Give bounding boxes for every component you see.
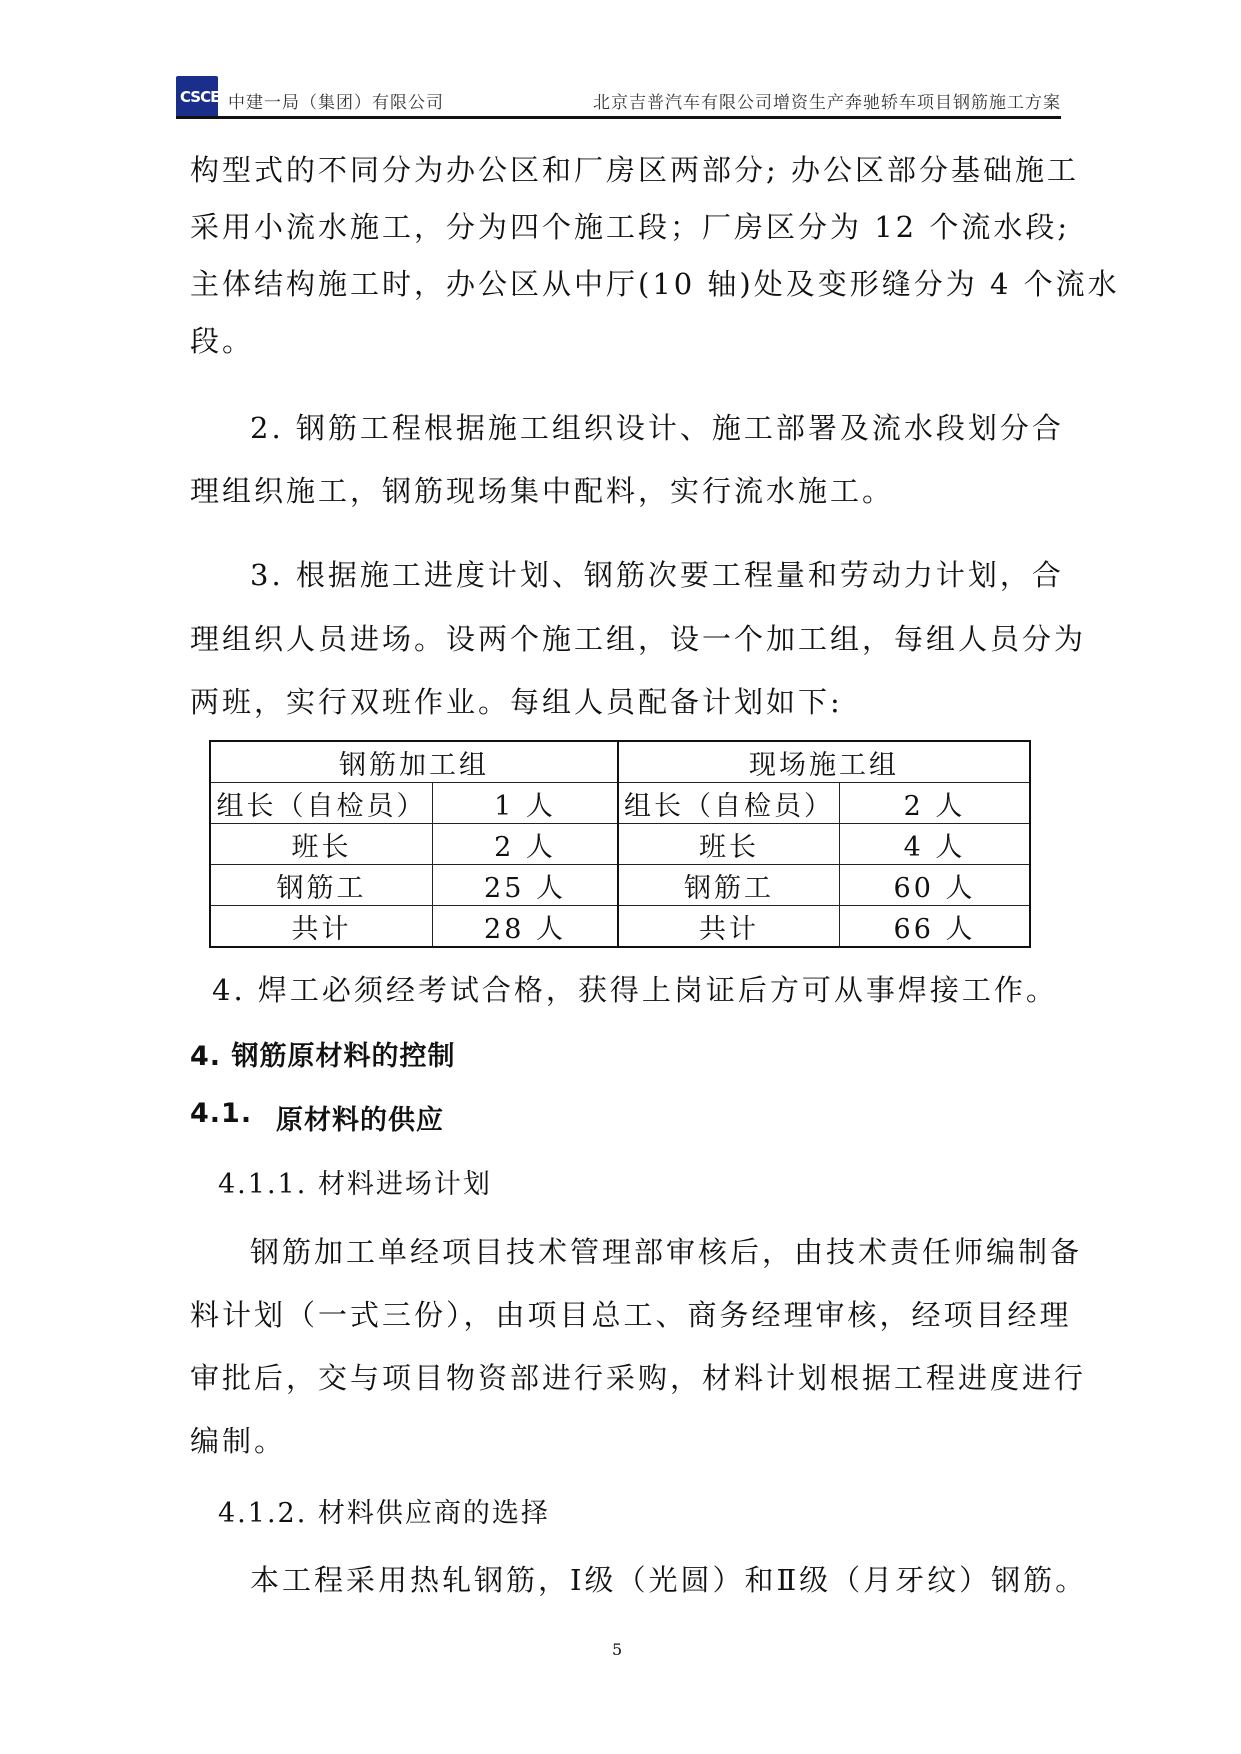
company-logo [176,76,230,118]
paragraph-line: 理组织人员进场。设两个施工组，设一个加工组，每组人员分为 [190,622,1087,656]
paragraph-line: 段。 [190,324,255,358]
paragraph-line: 本工程采用热轧钢筋，Ⅰ级（光圆）和Ⅱ级（月牙纹）钢筋。 [250,1563,1088,1597]
paragraph-line: 4. 焊工必须经考试合格，获得上岗证后方可从事焊接工作。 [212,973,1058,1007]
table-cell: 组长（自检员） [210,783,433,824]
table-row [210,824,1030,865]
company-name: 中建一局（集团）有限公司 [228,93,444,113]
table-header-cell: 现场施工组 [618,741,1030,783]
table-cell: 2 人 [433,824,619,865]
section-heading: 4. 钢筋原材料的控制 [190,1041,456,1072]
paragraph-line: 构型式的不同分为办公区和厂房区两部分; 办公区部分基础施工 [190,153,1079,187]
paragraph-line: 采用小流水施工，分为四个施工段；厂房区分为 12 个流水段; [190,210,1071,244]
paragraph-line: 3. 根据施工进度计划、钢筋次要工程量和劳动力计划，合 [250,558,1064,592]
paragraph-line: 主体结构施工时，办公区从中厅(10 轴)处及变形缝分为 4 个流水 [190,267,1120,301]
table-cell: 60 人 [840,865,1031,906]
table-cell: 钢筋工 [210,865,433,906]
subsection-number: 4.1. [190,1098,253,1129]
table-header-row [210,741,1030,783]
table-cell: 组长（自检员） [618,783,840,824]
page-header [176,76,1061,114]
table-cell: 4 人 [840,824,1031,865]
table-cell: 1 人 [433,783,619,824]
table-cell: 2 人 [840,783,1031,824]
document-title: 北京吉普汽车有限公司增资生产奔驰轿车项目钢筋施工方案 [593,93,1061,113]
table-cell: 28 人 [433,906,619,948]
paragraph-line: 两班，实行双班作业。每组人员配备计划如下: [190,685,843,719]
table-row [210,906,1030,948]
table-cell: 共计 [618,906,840,948]
table-cell: 25 人 [433,865,619,906]
paragraph-line: 钢筋加工单经项目技术管理部审核后，由技术责任师编制备 [250,1235,1083,1269]
table-row [210,865,1030,906]
paragraph-line: 2. 钢筋工程根据施工组织设计、施工部署及流水段划分合 [250,411,1064,445]
table-cell: 班长 [210,824,433,865]
table-header-cell: 钢筋加工组 [210,741,618,783]
table-row [210,783,1030,824]
logo-text: CSCEC [180,88,230,106]
subsubsection-heading: 4.1.2. 材料供应商的选择 [218,1498,550,1529]
page-number: 5 [612,1640,623,1659]
table-cell: 班长 [618,824,840,865]
header-rule [176,116,1061,119]
subsection-heading: 原材料的供应 [276,1105,444,1136]
table-cell: 钢筋工 [618,865,840,906]
paragraph-line: 编制。 [190,1424,287,1458]
paragraph-line: 审批后，交与项目物资部进行采购，材料计划根据工程进度进行 [190,1361,1087,1395]
table-cell: 66 人 [840,906,1031,948]
subsubsection-heading: 4.1.1. 材料进场计划 [218,1169,492,1200]
paragraph-line: 料计划（一式三份），由项目总工、商务经理审核，经项目经理 [190,1298,1072,1332]
paragraph-line: 理组织施工，钢筋现场集中配料，实行流水施工。 [190,474,895,508]
table-cell: 共计 [210,906,433,948]
staffing-table [209,740,1031,948]
